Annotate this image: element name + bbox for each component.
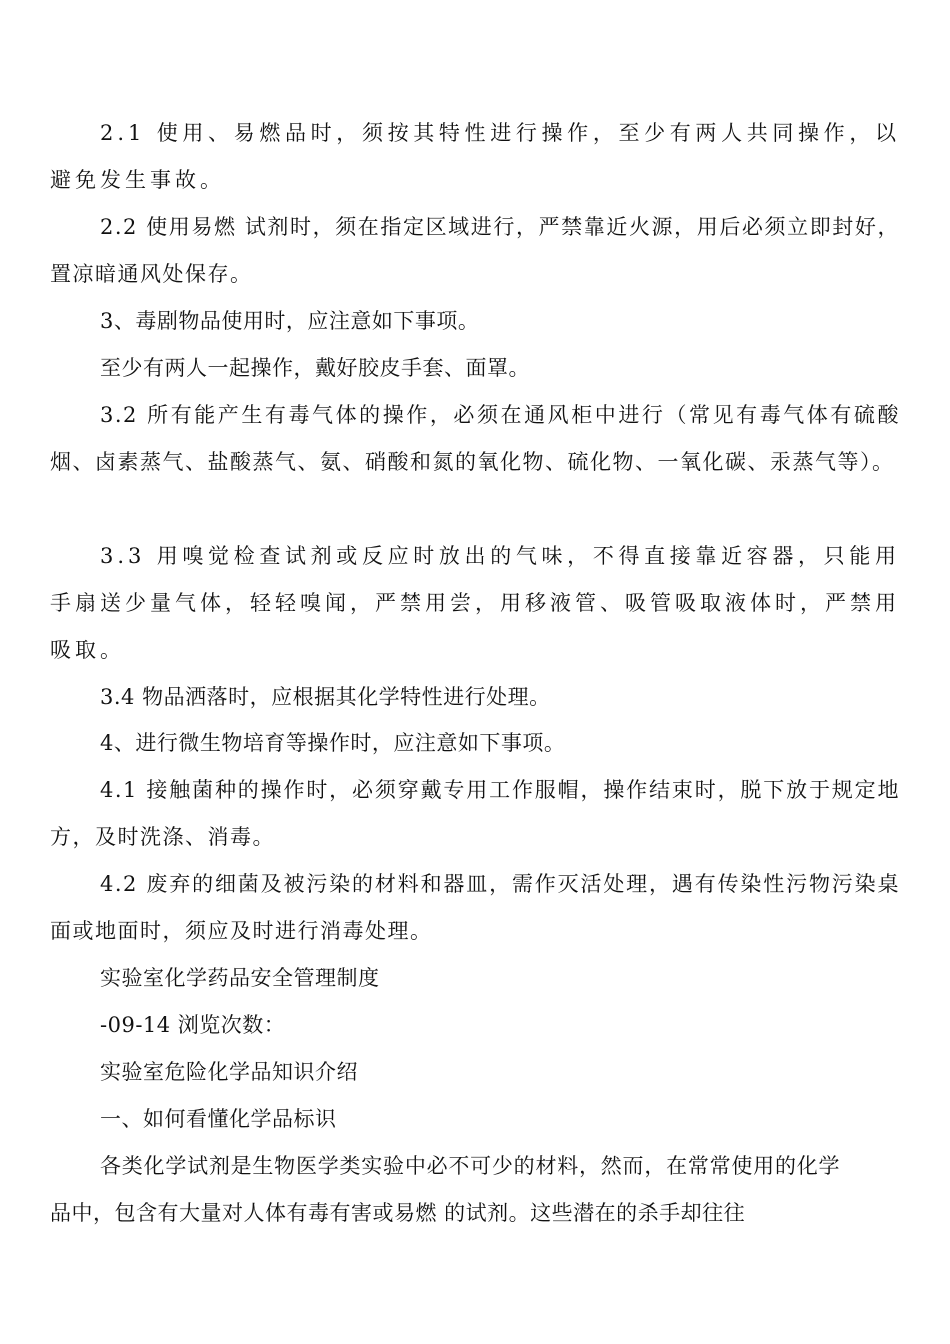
section-title-chemical-safety: 实验室化学药品安全管理制度	[100, 966, 380, 990]
paragraph-3-2: 3.2 所有能产生有毒气体的操作，必须在通风柜中进行（常见有毒气体有硫酸烟、卤素蒸气、盐酸蒸气、氨、硝酸和氮的氧化物、硫化物、一氧化碳、汞蒸气等）。	[50, 403, 900, 474]
paragraph-chemical-reagents: 各类化学试剂是生物医学类实验中必不可少的材料，然而，在常常使用的化学品中，包含有大量对人体有毒有害或易燃 的试剂。这些潜在的杀手却往往	[50, 1154, 840, 1225]
paragraph-2-2: 2.2 使用易燃 试剂时，须在指定区域进行，严禁靠近火源，用后必须立即封好，置凉暗通风处保存。	[50, 215, 900, 286]
paragraph-4-heading: 4、进行微生物培育等操作时，应注意如下事项。	[100, 731, 566, 755]
paragraph-3-4: 3.4 物品洒落时，应根据其化学特性进行处理。	[100, 685, 551, 709]
subheading-chemical-labels: 一、如何看懂化学品标识	[100, 1107, 337, 1131]
section-title-hazardous-chemicals: 实验室危险化学品知识介绍	[100, 1060, 358, 1084]
paragraph-3-heading: 3、毒剧物品使用时，应注意如下事项。	[100, 309, 480, 333]
paragraph-4-1: 4.1 接触菌种的操作时，必须穿戴专用工作服帽，操作结束时，脱下放于规定地方，及时洗涤、消毒。	[50, 778, 900, 849]
paragraph-4-2: 4.2 废弃的细菌及被污染的材料和器皿，需作灭活处理，遇有传染性污物污染桌面或地面时，须应及时进行消毒处理。	[50, 872, 900, 943]
paragraph-2-1: 2.1 使用、易燃品时，须按其特性进行操作，至少有两人共同操作，以避免发生事故。	[50, 121, 900, 192]
date-and-views: -09-14 浏览次数：	[100, 1013, 286, 1037]
paragraph-3-1: 至少有两人一起操作，戴好胶皮手套、面罩。	[100, 356, 530, 380]
paragraph-3-3: 3.3 用嗅觉检查试剂或反应时放出的气味，不得直接靠近容器，只能用手扇送少量气体，轻轻嗅闻，严禁用尝，用移液管、吸管吸取液体时，严禁用吸取。	[50, 544, 900, 662]
